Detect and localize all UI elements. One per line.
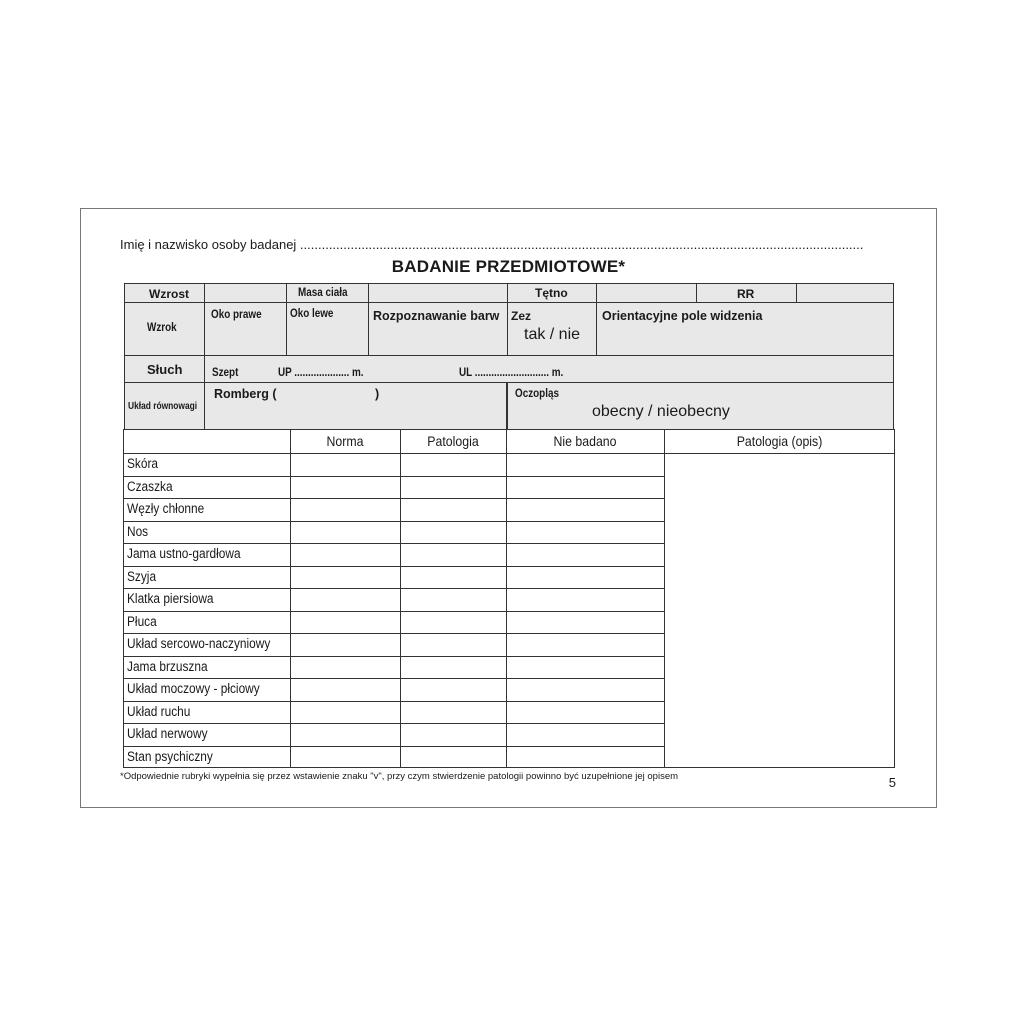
check-cell[interactable] bbox=[291, 612, 400, 634]
wzrost-label: Wzrost bbox=[149, 287, 189, 301]
check-cell[interactable] bbox=[507, 702, 664, 724]
wzrost-value[interactable] bbox=[204, 283, 287, 303]
check-cell[interactable] bbox=[507, 657, 664, 679]
patient-name-line[interactable]: Imię i nazwisko osoby badanej ............................................................................................................................................................ bbox=[120, 237, 864, 252]
pole-widzenia-cell[interactable] bbox=[596, 302, 894, 356]
ul-field[interactable]: UL ........................... m. bbox=[459, 367, 564, 379]
check-cell[interactable] bbox=[401, 477, 506, 499]
check-cell[interactable] bbox=[401, 522, 506, 544]
row-label: Węzły chłonne bbox=[127, 501, 205, 516]
check-cell[interactable] bbox=[401, 567, 506, 589]
tetno-value[interactable] bbox=[596, 283, 697, 303]
rownowaga-label-cell bbox=[124, 382, 205, 430]
up-field[interactable]: UP .................... m. bbox=[278, 367, 364, 379]
check-cell[interactable] bbox=[401, 724, 506, 746]
row-label: Układ moczowy - płciowy bbox=[127, 681, 260, 696]
wzrok-label: Wzrok bbox=[147, 322, 177, 334]
check-cell[interactable] bbox=[291, 702, 400, 724]
tetno-label-cell bbox=[507, 283, 597, 303]
row-label: Nos bbox=[127, 523, 149, 539]
wzrost-label-cell bbox=[124, 283, 205, 303]
header-patologia-opis: Patologia (opis) bbox=[736, 433, 823, 449]
romberg-cell[interactable] bbox=[204, 382, 507, 430]
row-label: Czaszka bbox=[127, 478, 173, 494]
check-cell[interactable] bbox=[401, 499, 506, 521]
check-cell[interactable] bbox=[291, 454, 400, 476]
check-cell[interactable] bbox=[507, 724, 664, 746]
check-cell[interactable] bbox=[507, 522, 664, 544]
pole-widzenia-label: Orientacyjne pole widzenia bbox=[602, 309, 763, 323]
zez-cell[interactable] bbox=[507, 302, 597, 356]
romberg-label: Romberg ( bbox=[214, 387, 277, 401]
oko-lewe-label: Oko lewe bbox=[290, 308, 334, 320]
barwy-label: Rozpoznawanie barw bbox=[373, 309, 500, 323]
sluch-label-cell bbox=[124, 355, 205, 383]
check-cell[interactable] bbox=[507, 679, 664, 701]
masa-value[interactable] bbox=[368, 283, 508, 303]
szept-label: Szept bbox=[212, 367, 239, 379]
tetno-label: Tętno bbox=[535, 286, 568, 300]
check-cell[interactable] bbox=[507, 589, 664, 611]
form-page bbox=[80, 208, 937, 808]
oko-lewe-cell[interactable] bbox=[286, 302, 369, 356]
row-label: Układ ruchu bbox=[127, 703, 191, 719]
check-cell[interactable] bbox=[291, 499, 400, 521]
check-cell[interactable] bbox=[507, 499, 664, 521]
oko-prawe-cell[interactable] bbox=[204, 302, 287, 356]
check-cell[interactable] bbox=[291, 522, 400, 544]
exam-table bbox=[123, 429, 895, 769]
row-label: Klatka piersiowa bbox=[127, 591, 214, 606]
romberg-close: ) bbox=[375, 387, 380, 401]
check-cell[interactable] bbox=[291, 477, 400, 499]
page-number: 5 bbox=[888, 775, 896, 790]
check-cell[interactable] bbox=[291, 747, 400, 769]
patologia-opis-area[interactable] bbox=[665, 454, 894, 767]
row-label: Układ sercowo-naczyniowy bbox=[127, 636, 271, 651]
form-title: BADANIE PRZEDMIOTOWE* bbox=[391, 257, 626, 276]
masa-label: Masa ciała bbox=[298, 287, 348, 299]
zez-label: Zez bbox=[511, 309, 532, 323]
rr-value[interactable] bbox=[796, 283, 894, 303]
check-cell[interactable] bbox=[291, 657, 400, 679]
check-cell[interactable] bbox=[401, 679, 506, 701]
check-cell[interactable] bbox=[401, 702, 506, 724]
zez-options[interactable]: tak / nie bbox=[524, 326, 581, 343]
oczoplas-label: Oczopląs bbox=[515, 388, 559, 400]
wzrok-label-cell bbox=[124, 302, 205, 356]
check-cell[interactable] bbox=[507, 567, 664, 589]
row-label: Jama ustno-gardłowa bbox=[127, 546, 241, 561]
check-cell[interactable] bbox=[507, 634, 664, 656]
rownowaga-label: Układ równowagi bbox=[128, 400, 198, 412]
row-label: Stan psychiczny bbox=[127, 748, 213, 764]
check-cell[interactable] bbox=[401, 589, 506, 611]
check-cell[interactable] bbox=[401, 657, 506, 679]
check-cell[interactable] bbox=[291, 679, 400, 701]
row-label: Płuca bbox=[127, 613, 157, 629]
check-cell[interactable] bbox=[401, 544, 506, 566]
barwy-cell[interactable] bbox=[368, 302, 508, 356]
oczoplas-cell[interactable] bbox=[507, 382, 894, 430]
row-label: Skóra bbox=[127, 456, 159, 471]
masa-label-cell bbox=[286, 283, 369, 303]
header-nie-badano: Nie badano bbox=[553, 433, 617, 449]
oko-prawe-label: Oko prawe bbox=[211, 309, 262, 321]
oczoplas-options[interactable]: obecny / nieobecny bbox=[592, 403, 730, 420]
check-cell[interactable] bbox=[291, 544, 400, 566]
row-label: Jama brzuszna bbox=[127, 658, 208, 674]
check-cell[interactable] bbox=[507, 544, 664, 566]
check-cell[interactable] bbox=[291, 634, 400, 656]
check-cell[interactable] bbox=[507, 747, 664, 769]
header-patologia: Patologia bbox=[427, 433, 479, 449]
footnote: *Odpowiednie rubryki wypełnia się przez wstawienie znaku "v", przy czym stwierdzenie patologii powinno być uzupełnione jej opisem bbox=[120, 771, 679, 782]
row-label: Szyja bbox=[127, 568, 157, 584]
rr-label-cell bbox=[696, 283, 797, 303]
check-cell[interactable] bbox=[401, 454, 506, 476]
sluch-row bbox=[204, 355, 894, 383]
header-norma: Norma bbox=[326, 433, 364, 449]
check-cell[interactable] bbox=[401, 634, 506, 656]
check-cell[interactable] bbox=[507, 612, 664, 634]
check-cell[interactable] bbox=[507, 477, 664, 499]
check-cell[interactable] bbox=[401, 612, 506, 634]
check-cell[interactable] bbox=[507, 454, 664, 476]
sluch-label: Słuch bbox=[147, 362, 183, 377]
row-label: Układ nerwowy bbox=[127, 726, 208, 741]
check-cell[interactable] bbox=[291, 589, 400, 611]
rr-label: RR bbox=[737, 287, 755, 301]
check-cell[interactable] bbox=[291, 567, 400, 589]
check-cell[interactable] bbox=[401, 747, 506, 769]
check-cell[interactable] bbox=[291, 724, 400, 746]
